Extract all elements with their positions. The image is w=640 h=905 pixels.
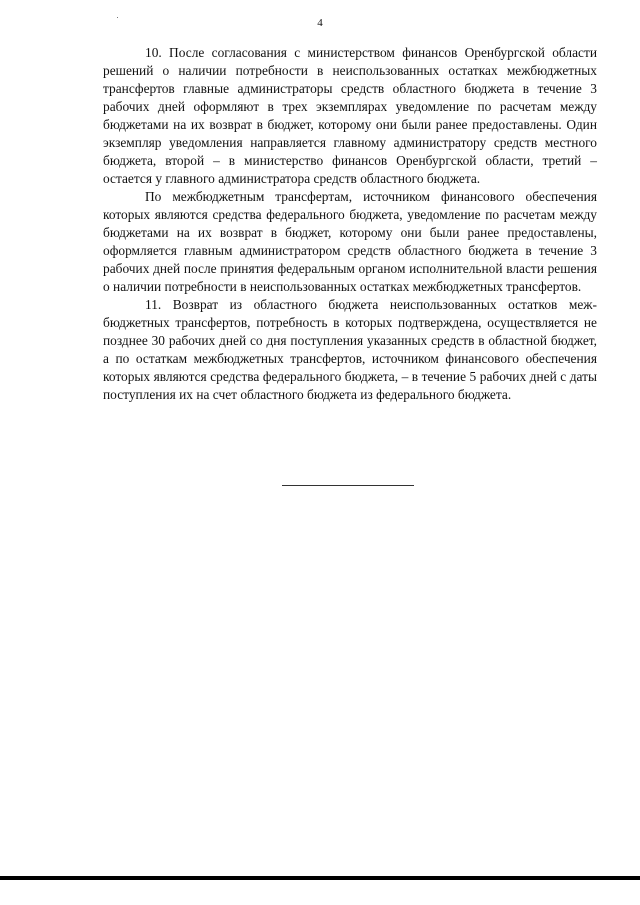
paragraph-federal-transfers: По межбюджетным трансфертам, источником финансового обеспечения которых являются средства федерального бюджета, уведомление по расчетам между бюджетами на их возврат в бюджет, которому они были ранее предоставлены, оформляется главным администратором средств областного бюджета в течение 3 рабочих дней после принятия федеральным органом исполнительной власти решения о наличии потребности в неиспользованных остатках межбюджетных трансфертов. xyxy=(103,189,597,294)
bottom-border-line xyxy=(0,876,640,880)
page-number: 4 xyxy=(317,17,323,29)
end-of-text-separator xyxy=(282,485,414,486)
paragraph-item-11: 11. Возврат из областного бюджета неиспользованных остатков межбюджетных трансфертов, потребность в которых подтверждена, осуществляется не позднее 30 рабочих дней со дня поступления указанных средств в областной бюджет, а по остаткам межбюджетных трансфертов, источником финансового обеспечения которых являются средства федерального бюджета, – в течение 5 рабочих дней с даты поступления их на счет областного бюджета из федерального бюджета. xyxy=(103,297,597,402)
paragraph-item-10: 10. После согласования с министерством финансов Оренбургской области решений о наличии потребности в неиспользованных остатках межбюджетных трансфертов главные администраторы средств областного бюджета в течение 3 рабочих дней оформляют в трех экземплярах уведомление по расчетам между бюджетами на их возврат в бюджет, которому они были ранее предоставлены. Один экземпляр уведомления направляется главному администратору средств местного бюджета, второй – в министерство финансов Оренбургской области, третий – остается у главного администратора средств областного бюджета. xyxy=(103,45,597,186)
document-body xyxy=(103,44,597,404)
